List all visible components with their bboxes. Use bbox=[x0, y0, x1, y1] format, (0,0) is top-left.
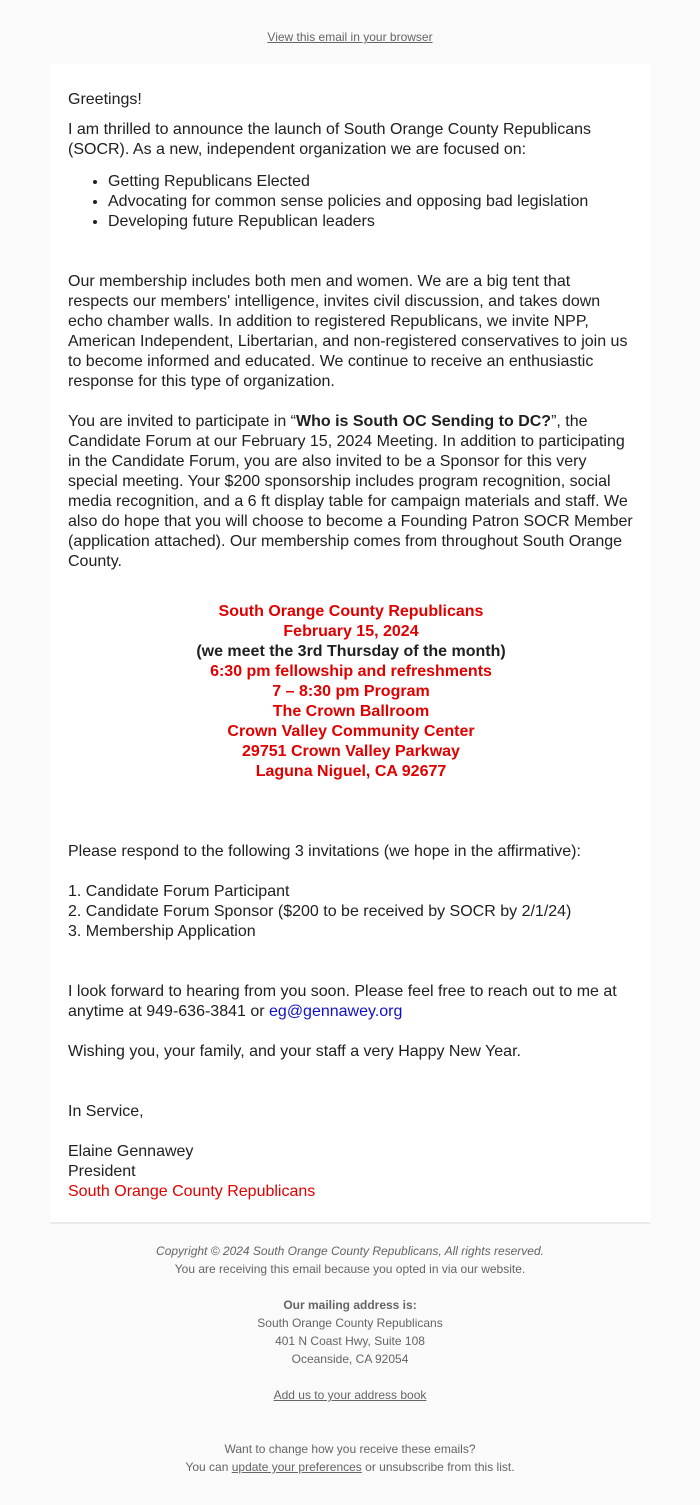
closing: In Service, bbox=[68, 1103, 144, 1120]
event-date: February 15, 2024 bbox=[283, 623, 419, 640]
you-can-text: You can bbox=[185, 1460, 232, 1474]
preheader bbox=[0, 29, 700, 45]
invitation-item: 3. Membership Application bbox=[68, 923, 256, 940]
event-schedule-note: (we meet the 3rd Thursday of the month) bbox=[196, 643, 506, 660]
mailing-org: South Orange County Republicans bbox=[257, 1316, 443, 1330]
invite-paragraph bbox=[68, 412, 634, 572]
event-program: 7 – 8:30 pm Program bbox=[272, 683, 430, 700]
change-question: Want to change how you receive these emails? bbox=[224, 1442, 476, 1456]
invite-prefix: You are invited to participate in “ bbox=[68, 413, 296, 430]
event-org: South Orange County Republicans bbox=[218, 603, 484, 620]
email-content bbox=[68, 90, 634, 1202]
membership-paragraph: Our membership includes both men and women. We are a big tent that respects our members' intelligence, invites civil discussion, and takes down echo chamber walls. In addition to registered Republicans, we invite NPP, American Independent, Libertarian, and non-registered conservatives to join us to become informed and educated. We continue to receive an enthusiastic response for this type of organization. bbox=[68, 273, 628, 390]
wishes-paragraph: Wishing you, your family, and your staff a very Happy New Year. bbox=[68, 1043, 521, 1060]
event-street: 29751 Crown Valley Parkway bbox=[242, 743, 460, 760]
greeting: Greetings! bbox=[68, 91, 142, 108]
signer-name: Elaine Gennawey bbox=[68, 1143, 194, 1160]
mailing-city: Oceanside, CA 92054 bbox=[291, 1352, 409, 1366]
invitation-item: 1. Candidate Forum Participant bbox=[68, 883, 290, 900]
address-book-line bbox=[0, 1386, 700, 1404]
mailing-street: 401 N Coast Hwy, Suite 108 bbox=[275, 1334, 425, 1348]
respond-intro: Please respond to the following 3 invitations (we hope in the affirmative): bbox=[68, 843, 581, 860]
preferences-line bbox=[0, 1458, 700, 1476]
event-fellowship: 6:30 pm fellowship and refreshments bbox=[210, 663, 492, 680]
focus-list bbox=[68, 172, 634, 232]
invite-rest: ”, the Candidate Forum at our February 15, 2024 Meeting. In addition to participating in the Candidate Forum, you are also invited to be a Sponsor for this very special meeting. Your $200 sponsorship includes program recognition, social media recognition, and a 6 ft display table for campaign materials and staff. We also do hope that you will choose to become a Founding Patron SOCR Member (application attached). Our membership comes from throughout South Orange County. bbox=[68, 413, 633, 570]
signer-org: South Orange County Republicans bbox=[68, 1183, 316, 1200]
event-venue: Crown Valley Community Center bbox=[227, 723, 475, 740]
focus-item: • Developing future Republican leaders bbox=[108, 212, 634, 232]
email-footer bbox=[0, 1242, 700, 1476]
focus-item: • Advocating for common sense policies and opposing bad legislation bbox=[108, 192, 634, 212]
forum-title: Who is South OC Sending to DC? bbox=[296, 413, 552, 430]
focus-item: • Getting Republicans Elected bbox=[108, 172, 634, 192]
unsubscribe-text: or unsubscribe from this list. bbox=[361, 1460, 515, 1474]
invitation-item: 2. Candidate Forum Sponsor ($200 to be received by SOCR by 2/1/24) bbox=[68, 903, 572, 920]
contact-email-link[interactable]: eg@gennawey.org bbox=[269, 1003, 403, 1020]
contact-paragraph bbox=[68, 982, 634, 1022]
signer-title: President bbox=[68, 1163, 136, 1180]
email-body-card bbox=[50, 64, 650, 1224]
add-to-address-book-link[interactable]: Add us to your address book bbox=[273, 1388, 427, 1402]
view-in-browser-link[interactable]: View this email in your browser bbox=[267, 30, 433, 44]
event-city: Laguna Niguel, CA 92677 bbox=[255, 763, 447, 780]
contact-text: I look forward to hearing from you soon. Please feel free to reach out to me at anytime at 949-636-3841 or bbox=[68, 983, 617, 1020]
mailing-label: Our mailing address is: bbox=[283, 1298, 417, 1312]
intro-paragraph: I am thrilled to announce the launch of South Orange County Republicans (SOCR). As a new, independent organization we are focused on: bbox=[68, 121, 591, 158]
event-room: The Crown Ballroom bbox=[272, 703, 430, 720]
opt-in-reason: You are receiving this email because you opted in via our website. bbox=[174, 1262, 526, 1276]
copyright: Copyright © 2024 South Orange County Republicans, All rights reserved. bbox=[156, 1244, 544, 1258]
event-details bbox=[68, 602, 634, 782]
update-preferences-link[interactable]: update your preferences bbox=[231, 1460, 362, 1474]
